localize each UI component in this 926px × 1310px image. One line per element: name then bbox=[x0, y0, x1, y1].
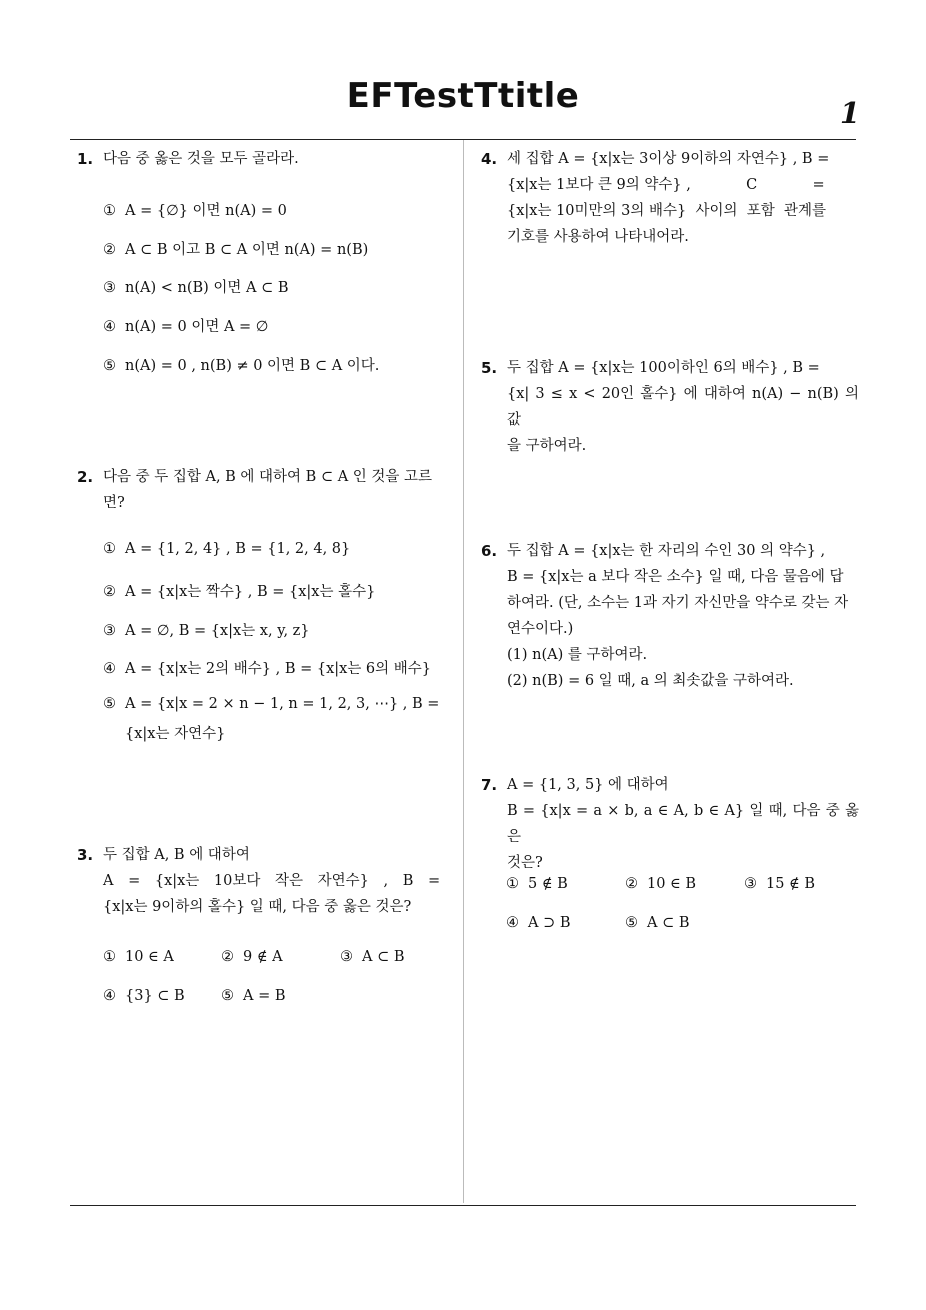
question-text-line: 두 집합 A, B 에 대하여 bbox=[103, 847, 250, 863]
option-2[interactable]: ② A ⊂ B 이고 B ⊂ A 이면 n(A) = n(B) bbox=[103, 242, 369, 258]
option-4[interactable]: ④ n(A) = 0 이면 A = ∅ bbox=[103, 319, 269, 335]
question-text-line: 하여라. (단, 소수는 1과 자기 자신만을 약수로 갖는 자 bbox=[507, 595, 849, 611]
question-text-line: 것은? bbox=[507, 855, 543, 871]
option-1[interactable]: ① 10 ∈ A bbox=[103, 949, 174, 965]
question-text-line: A = {1, 3, 5} 에 대하여 bbox=[507, 777, 669, 793]
option-4[interactable]: ④ {3} ⊂ B bbox=[103, 988, 185, 1004]
question-7 bbox=[481, 772, 859, 876]
question-text-line: {x|x는 10미만의 3의 배수} 사이의 포함 관계를 bbox=[507, 203, 826, 219]
question-2 bbox=[77, 464, 457, 516]
bottom-rule bbox=[70, 1205, 856, 1206]
option-5-continued: {x|x는 자연수} bbox=[125, 726, 226, 742]
question-text-line: {x|x는 9이하의 홀수} 일 때, 다음 중 옳은 것은? bbox=[103, 899, 412, 915]
option-3[interactable]: ③ A = ∅, B = {x|x는 x, y, z} bbox=[103, 623, 310, 639]
question-number: 4. bbox=[481, 150, 498, 168]
option-2[interactable]: ② 9 ∉ A bbox=[221, 949, 283, 965]
column-divider bbox=[463, 140, 464, 1203]
question-number: 6. bbox=[481, 542, 498, 560]
question-text-line: A = {x|x는 10보다 작은 자연수} , B = bbox=[103, 873, 441, 889]
option-1[interactable]: ① 5 ∉ B bbox=[506, 876, 568, 892]
page-title: EFTestTtitle bbox=[346, 76, 580, 116]
option-4[interactable]: ④ A = {x|x는 2의 배수} , B = {x|x는 6의 배수} bbox=[103, 661, 432, 677]
question-number: 2. bbox=[77, 468, 94, 486]
question-number: 1. bbox=[77, 150, 94, 168]
question-6 bbox=[481, 538, 859, 694]
question-3 bbox=[77, 842, 457, 920]
question-number: 3. bbox=[77, 846, 94, 864]
question-text-line: {x|x는 1보다 큰 9의 약수} , C = bbox=[507, 177, 825, 193]
option-1[interactable]: ① A = {∅} 이면 n(A) = 0 bbox=[103, 203, 287, 219]
question-text-line: 을 구하여라. bbox=[507, 438, 587, 454]
option-3[interactable]: ③ 15 ∉ B bbox=[744, 876, 816, 892]
sub-question-2: (2) n(B) = 6 일 때, a 의 최솟값을 구하여라. bbox=[507, 673, 794, 689]
question-text-line: B = {x|x는 a 보다 작은 소수} 일 때, 다음 물음에 답 bbox=[507, 569, 844, 585]
question-text-line: 연수이다.) bbox=[507, 621, 574, 637]
option-5[interactable]: ⑤ A = B bbox=[221, 988, 286, 1004]
option-2[interactable]: ② A = {x|x는 짝수} , B = {x|x는 홀수} bbox=[103, 584, 376, 600]
sub-question-1: (1) n(A) 를 구하여라. bbox=[507, 647, 648, 663]
question-text-line: 기호를 사용하여 나타내어라. bbox=[507, 229, 689, 245]
question-text: 다음 중 옳은 것을 모두 골라라. bbox=[103, 151, 299, 167]
page-number: 1 bbox=[839, 96, 860, 130]
option-1[interactable]: ① A = {1, 2, 4} , B = {1, 2, 4, 8} bbox=[103, 541, 351, 557]
question-5 bbox=[481, 355, 859, 459]
question-text-line: 세 집합 A = {x|x는 3이상 9이하의 자연수} , B = bbox=[507, 151, 830, 167]
question-1 bbox=[77, 146, 457, 172]
option-5[interactable]: ⑤ A ⊂ B bbox=[625, 915, 690, 931]
question-text-line: 다음 중 두 집합 A, B 에 대하여 B ⊂ A 인 것을 고르 bbox=[103, 469, 433, 485]
option-2[interactable]: ② 10 ∈ B bbox=[625, 876, 697, 892]
question-text-line: B = {x|x = a × b, a ∈ A, b ∈ A} 일 때, 다음 중 옳은 bbox=[507, 803, 859, 845]
question-text-line: 두 집합 A = {x|x는 한 자리의 수인 30 의 약수} , bbox=[507, 543, 826, 559]
option-4[interactable]: ④ A ⊃ B bbox=[506, 915, 571, 931]
option-3[interactable]: ③ n(A) < n(B) 이면 A ⊂ B bbox=[103, 280, 289, 296]
question-4 bbox=[481, 146, 859, 250]
option-5[interactable]: ⑤ A = {x|x = 2 × n − 1, n = 1, 2, 3, ⋯} , B = bbox=[103, 696, 440, 712]
question-number: 5. bbox=[481, 359, 498, 377]
option-3[interactable]: ③ A ⊂ B bbox=[340, 949, 405, 965]
option-5[interactable]: ⑤ n(A) = 0 , n(B) ≠ 0 이면 B ⊂ A 이다. bbox=[103, 358, 380, 374]
question-text-line: {x| 3 ≤ x < 20인 홀수} 에 대하여 n(A) − n(B) 의 값 bbox=[507, 386, 859, 428]
question-number: 7. bbox=[481, 776, 498, 794]
question-text-line: 면? bbox=[103, 495, 125, 511]
question-text-line: 두 집합 A = {x|x는 100이하인 6의 배수} , B = bbox=[507, 360, 820, 376]
